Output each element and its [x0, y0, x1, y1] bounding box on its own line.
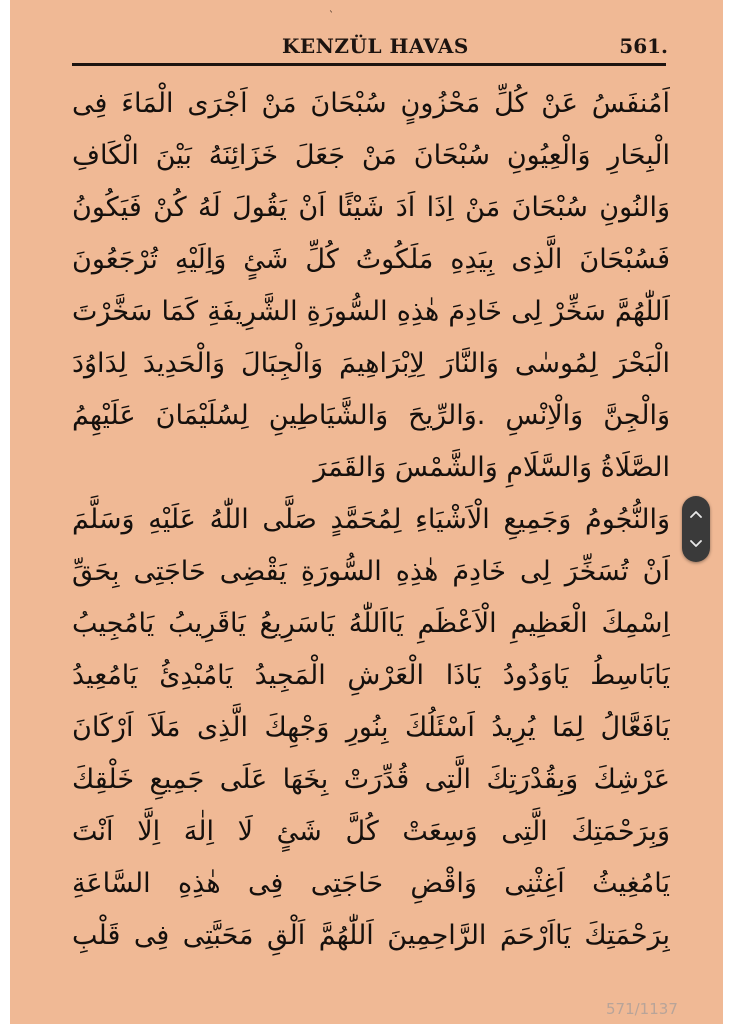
page-scroll-control[interactable]: [682, 496, 710, 562]
text-line: يَافَعَّالُ لِمَا يُرِيدُ اَسْئَلُكَ بِنُورِ وَجْهِكَ الَّذِى مَلَاَ اَرْكَانَ: [72, 712, 670, 743]
text-line: اَمُنفَسُ عَنْ كُلِّ مَحْزُونٍ سُبْحَانَ مَنْ اَجْرَى الْمَاءَ فِى: [72, 88, 670, 119]
text-line: اِسْمِكَ الْعَظِيمِ الْاَعْظَمِ يَااَللّٰهُ يَاسَرِيعُ يَاقَرِيبُ يَامُجِيبُ: [72, 608, 670, 639]
text-line: الْبِحَارِ وَالْعِيُونِ سُبْحَانَ مَنْ جَعَلَ خَزَائِنَهُ بَيْنَ الْكَافِ: [72, 140, 670, 171]
text-block-1: [72, 78, 670, 494]
chevron-up-icon: [690, 510, 702, 518]
top-mark: ˋ: [329, 11, 334, 22]
page-counter: 571/1137: [606, 1000, 678, 1018]
text-line: فَسُبْحَانَ الَّذِى بِيَدِهِ مَلَكُوتُ كُلِّ شَئٍ وَاِلَيْهِ تُرْجَعُونَ: [72, 244, 670, 275]
book-page: [10, 0, 723, 1024]
scroll-up-button[interactable]: [682, 499, 710, 529]
text-line: بِرَحْمَتِكَ يَااَرْحَمَ الرَّاحِمِينَ اَللّٰهُمَّ اَلْقِ مَحَبَّتِى فِى قَلْبِ: [72, 920, 670, 951]
scroll-down-button[interactable]: [682, 529, 710, 559]
text-line: اَللّٰهُمَّ سَخِّرْ لِى خَادِمَ هٰذِهِ السُّورَةِ الشَّرِيفَةِ كَمَا سَخَّرْتَ: [72, 296, 670, 327]
text-line: وَبِرَحْمَتِكَ الَّتِى وَسِعَتْ كُلَّ شَئٍ لَا اِلٰهَ اِلَّا اَنْتَ: [72, 816, 670, 847]
text-line: وَالنُّجُومُ وَجَمِيعِ الْاَشْيَاءِ لِمُحَمَّدٍ صَلَّى اللّٰهُ عَلَيْهِ وَسَلَّمَ: [72, 504, 670, 535]
text-line: وَالْجِنَّ وَالْاِنْسِ .وَالرِّيحَ وَالشَّيَاطِينِ لِسُلَيْمَانَ عَلَيْهِمُ: [72, 400, 670, 431]
text-line: يَامُغِيثُ اَغِثْنِى وَاقْضِ حَاجَتِى فِى هٰذِهِ السَّاعَةِ: [72, 868, 670, 899]
text-line: الصَّلَاةُ وَالسَّلَامِ وَالشَّمْسَ وَالقَمَرَ: [313, 452, 670, 483]
text-line: اَنْ تُسَخِّرَ لِى خَادِمَ هٰذِهِ السُّورَةِ يَقْضِى حَاجَتِى بِحَقِّ: [72, 556, 670, 587]
header-rule: [72, 63, 666, 66]
text-line: الْبَحْرَ لِمُوسٰى وَالنَّارَ لِاِبْرَاهِيمَ وَالْجِبَالَ وَالْحَدِيدَ لِدَاوُدَ: [72, 348, 670, 379]
text-line: وَالنُونِ سُبْحَانَ مَنْ اِذَا اَدَ شَيْئًا اَنْ يَقُولَ لَهُ كُنْ فَيَكُونُ: [72, 192, 670, 223]
book-title: KENZÜL HAVAS: [282, 34, 469, 58]
chevron-down-icon: [690, 540, 702, 548]
text-block-2: [72, 494, 670, 962]
page-number: 561.: [619, 34, 668, 58]
page-header: [70, 32, 670, 60]
text-line: عَرْشِكَ وَبِقُدْرَتِكَ الَّتِى قُدِّرَتْ بِخَهَا عَلَى جَمِيعِ خَلْقِكَ: [72, 764, 670, 795]
text-line: يَابَاسِطُ يَاوَدُودُ يَاذَا الْعَرْشِ الْمَجِيدُ يَامُبْدِئُ يَامُعِيدُ: [72, 660, 670, 691]
